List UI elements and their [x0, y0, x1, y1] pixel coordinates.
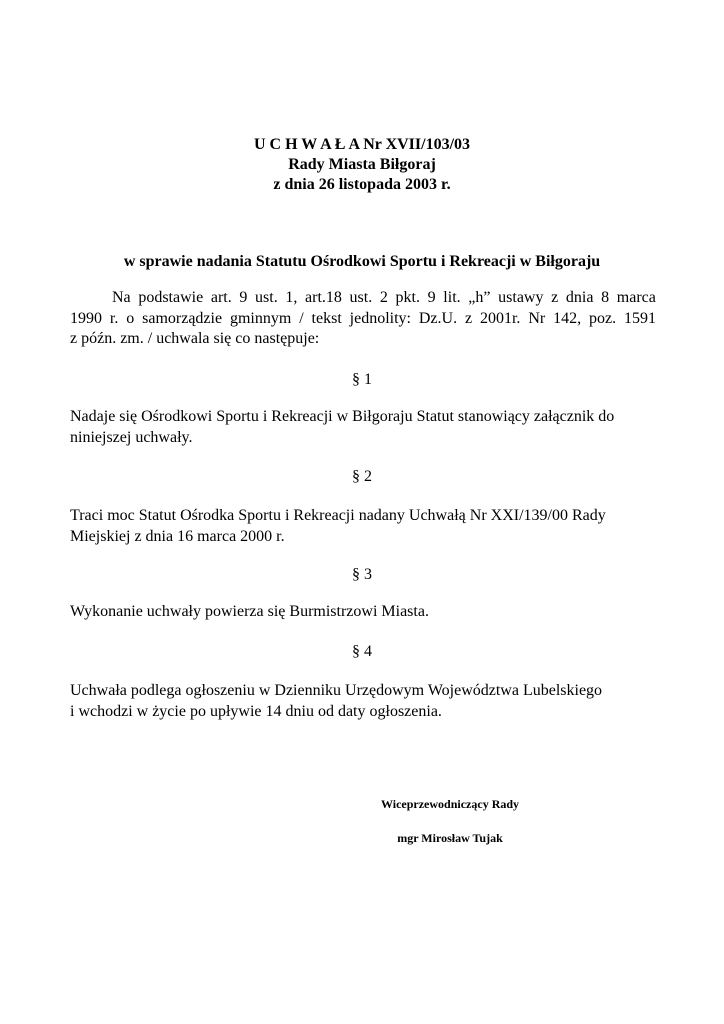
section-2-line-1: Traci moc Statut Ośrodka Sportu i Rekreacji nadany Uchwałą Nr XXI/139/00 Rady — [70, 507, 606, 524]
word: jednolity: — [349, 309, 411, 327]
word: gminnym — [229, 309, 292, 327]
word: 1591 — [624, 309, 656, 327]
resolution-subject: w sprawie nadania Statutu Ośrodkowi Sportu i Rekreacji w Biłgoraju — [123, 253, 601, 270]
word: tekst — [311, 309, 342, 327]
word: 1990 — [70, 309, 102, 327]
section-1-line-2: niniejszej uchwały. — [70, 428, 193, 446]
signature-name: mgr Mirosław Tujak — [397, 831, 503, 845]
word: ustawy — [498, 289, 544, 306]
word: 9 — [427, 289, 436, 306]
word: 8 — [601, 289, 610, 306]
word: podstawie — [138, 289, 204, 306]
section-2-line-2: Miejskiej z dnia 16 marca 2000 r. — [70, 527, 285, 545]
word: lit. — [443, 289, 461, 306]
word: z — [464, 309, 473, 327]
signature-role: Wiceprzewodniczący Rady — [380, 797, 520, 811]
word: marca — [616, 289, 656, 306]
word: dnia — [565, 289, 594, 306]
word: / — [299, 309, 304, 327]
council-name: Rady Miasta Biłgoraj — [288, 156, 436, 173]
resolution-date: z dnia 26 listopada 2003 r. — [273, 176, 451, 193]
resolution-title: U C H W A Ł A Nr XVII/103/03 — [253, 136, 471, 153]
word: z — [551, 289, 559, 306]
section-1-line-1: Nadaje się Ośrodkowi Sportu i Rekreacji w Biłgoraju Statut stanowiący załącznik do — [70, 408, 615, 425]
word: ust. — [255, 289, 278, 306]
section-3-mark: § 3 — [352, 566, 372, 583]
word: pkt. — [395, 289, 420, 306]
word: Nr — [528, 309, 546, 327]
section-4-line-2: i wchodzi w życie po upływie 14 dniu od daty ogłoszenia. — [70, 702, 442, 720]
word: 2 — [379, 289, 388, 306]
section-2-text — [70, 506, 670, 547]
section-4-mark: § 4 — [352, 643, 372, 660]
word: ust. — [349, 289, 373, 306]
preamble-line-2 — [70, 309, 656, 330]
preamble-line-3: z późn. zm. / uchwala się co następuje: — [70, 330, 320, 347]
preamble — [70, 288, 656, 350]
section-1-text — [70, 407, 670, 448]
section-4-line-1: Uchwała podlega ogłoszeniu w Dzienniku Urzędowym Województwa Lubelskiego — [70, 682, 603, 699]
section-2-mark: § 2 — [352, 468, 372, 485]
word: art.18 — [305, 289, 342, 306]
section-3-line-1: Wykonanie uchwały powierza się Burmistrzowi Miasta. — [70, 603, 429, 620]
word: samorządzie — [142, 309, 223, 327]
resolution-header — [0, 135, 724, 195]
word: Na — [112, 289, 131, 306]
word: poz. — [589, 309, 617, 327]
word: „h” — [468, 289, 491, 306]
word: art. — [210, 289, 232, 306]
section-1-mark: § 1 — [352, 371, 372, 388]
preamble-line-1 — [70, 288, 656, 309]
word: o — [126, 309, 135, 327]
word: 142, — [553, 309, 582, 327]
word: 9 — [239, 289, 248, 306]
word: 1, — [285, 289, 298, 306]
section-3-text — [70, 602, 670, 623]
word: 2001r. — [479, 309, 521, 327]
word: Dz.U. — [418, 309, 458, 327]
section-4-text — [70, 681, 670, 722]
word: r. — [109, 309, 119, 327]
